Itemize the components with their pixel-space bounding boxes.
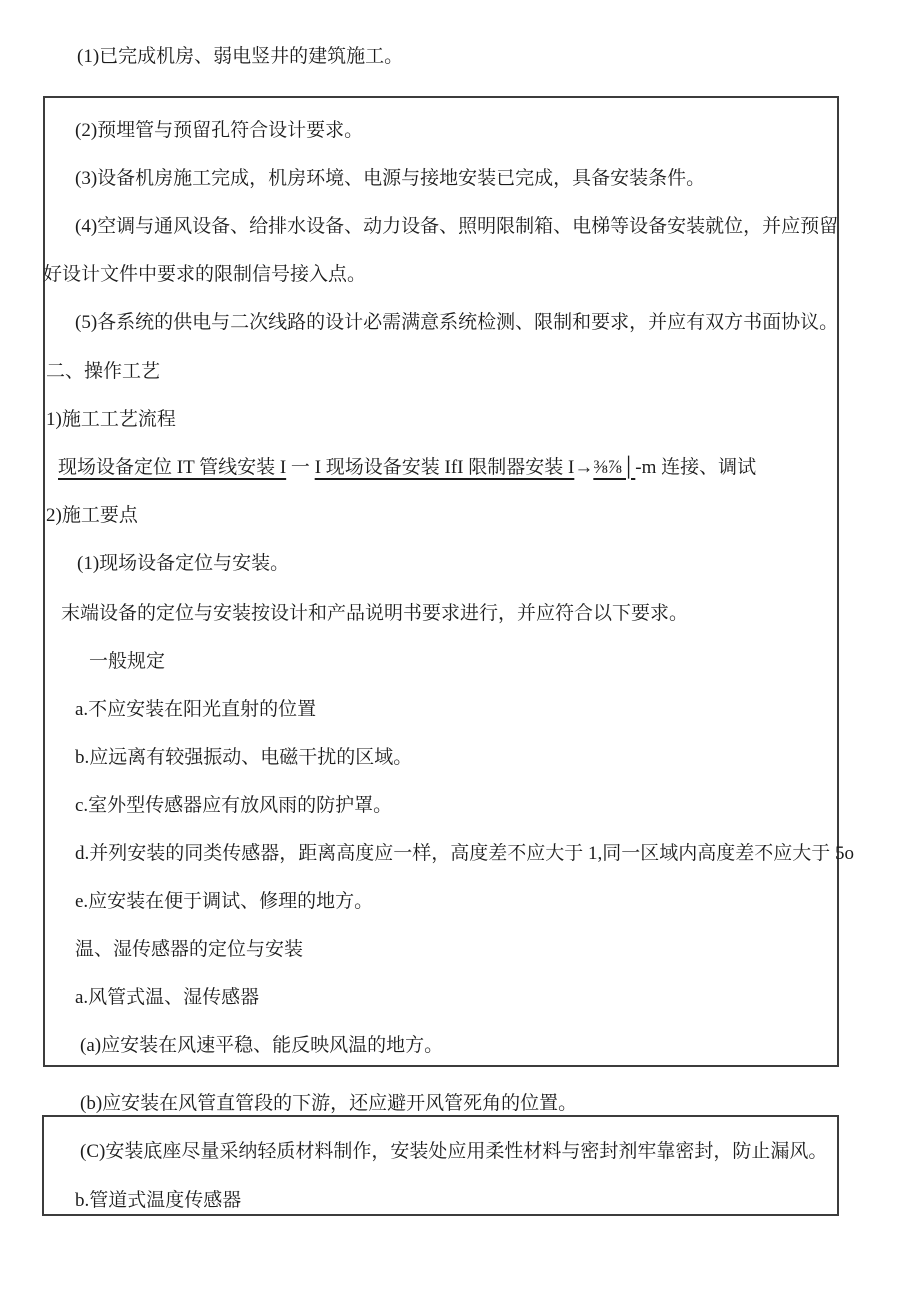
general-rule-e: e.应安装在便于调试、修理的地方。 (75, 891, 374, 912)
precondition-item-4: (4)空调与通风设备、给排水设备、动力设备、照明限制箱、电梯等设备安装就位，并应预留 (75, 216, 839, 237)
paragraph-terminal-device-requirements: 末端设备的定位与安装按设计和产品说明书要求进行，并应符合以下要求。 (61, 603, 689, 624)
duct-sensor-rule-b: (b)应安装在风管直管段的下游，还应避开风管死角的位置。 (80, 1093, 578, 1114)
flow-step-fraction: ⅜⅞│ (593, 457, 636, 478)
general-rule-c: c.室外型传感器应有放风雨的防护罩。 (75, 795, 393, 816)
heading-general-provisions: 一般规定 (89, 651, 166, 672)
item-pipeline-type-temperature-sensor: b.管道式温度传感器 (75, 1190, 242, 1211)
general-rule-b: b.应远离有较强振动、电磁干扰的区域。 (75, 747, 413, 768)
flow-arrow: → (574, 457, 594, 478)
duct-sensor-rule-c: (C)安装底座尽量采纳轻质材料制作，安装处应用柔性材料与密封剂牢靠密封，防止漏风。 (80, 1141, 828, 1162)
general-rule-a: a.不应安装在阳光直射的位置 (75, 699, 317, 720)
heading-temp-humidity-sensor-positioning: 温、湿传感器的定位与安装 (75, 939, 304, 960)
precondition-item-1: (1)已完成机房、弱电竖井的建筑施工。 (77, 46, 404, 67)
flow-step-device-install: I 现场设备安装 IfI 限制器安装 I (314, 457, 575, 478)
subsection-construction-key-points: 2)施工要点 (46, 505, 138, 526)
flow-step-connect-debug: -m 连接、调试 (635, 457, 757, 478)
precondition-item-5: (5)各系统的供电与二次线路的设计必需满意系统检测、限制和要求，并应有双方书面协议。 (75, 312, 839, 333)
precondition-item-4-continued: 好设计文件中要求的限制信号接入点。 (43, 264, 367, 285)
process-flow-diagram-line (58, 444, 756, 492)
section-title-operation-process: 二、操作工艺 (46, 361, 161, 382)
item-field-device-positioning: (1)现场设备定位与安装。 (77, 553, 290, 574)
duct-sensor-rule-a: (a)应安装在风速平稳、能反映风温的地方。 (80, 1035, 444, 1056)
general-rule-d: d.并列安装的同类传感器，距离高度应一样，高度差不应大于 1,同一区域内高度差不应大于 5o (75, 843, 855, 864)
flow-connector-1: 一 (286, 457, 315, 478)
flow-step-device-positioning: 现场设备定位 IT 管线安装 I (58, 457, 287, 478)
subsection-construction-process-flow: 1)施工工艺流程 (46, 409, 176, 430)
precondition-item-2: (2)预埋管与预留孔符合设计要求。 (75, 120, 364, 141)
item-duct-type-temp-humidity-sensor: a.风管式温、湿传感器 (75, 987, 260, 1008)
precondition-item-3: (3)设备机房施工完成，机房环境、电源与接地安装已完成，具备安装条件。 (75, 168, 706, 189)
